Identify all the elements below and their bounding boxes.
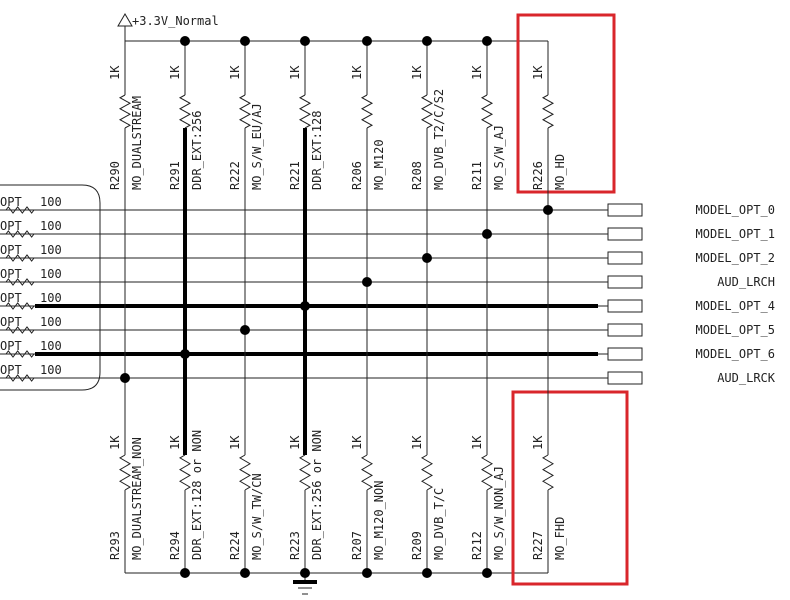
top-ref-1: R291 — [168, 161, 182, 190]
top-label-0: MO_DUALSTREAM — [130, 96, 144, 190]
net-label-2: MODEL_OPT_2 — [695, 251, 775, 265]
top-rail-dot-3 — [362, 36, 372, 46]
bottom-rail-dot-1 — [240, 568, 250, 578]
bottom-ref-4: R207 — [350, 531, 364, 560]
series-prefix-1: OPT — [0, 219, 22, 233]
net-label-6: MODEL_OPT_6 — [695, 347, 775, 361]
bottom-label-3: DDR_EXT:256 or NON — [310, 429, 324, 560]
bottom-ref-5: R209 — [410, 531, 424, 560]
bottom-value-7: 1K — [531, 435, 545, 450]
bottom-value-2: 1K — [228, 435, 242, 450]
junction-3-4 — [300, 301, 310, 311]
bottom-rail-dot-2 — [300, 568, 310, 578]
series-prefix-0: OPT — [0, 195, 22, 209]
top-value-3: 1K — [288, 65, 302, 80]
power-symbol — [118, 14, 132, 26]
top-label-7: MO_HD — [553, 153, 567, 190]
top-ref-7: R226 — [531, 161, 545, 190]
net-port-7 — [608, 372, 642, 384]
top-value-2: 1K — [228, 65, 242, 80]
series-value-7: 100 — [40, 363, 62, 377]
series-prefix-5: OPT — [0, 315, 22, 329]
series-value-4: 100 — [40, 291, 62, 305]
top-resistor-2 — [240, 95, 250, 128]
top-rail-dot-4 — [422, 36, 432, 46]
bottom-value-3: 1K — [288, 435, 302, 450]
top-rail-dot-0 — [180, 36, 190, 46]
bottom-resistor-6 — [482, 455, 492, 490]
net-label-7: AUD_LRCK — [717, 371, 775, 385]
net-port-4 — [608, 300, 642, 312]
top-ref-0: R290 — [108, 161, 122, 190]
junction-7-0 — [543, 205, 553, 215]
bottom-resistor-1 — [180, 455, 190, 490]
series-value-3: 100 — [40, 267, 62, 281]
top-resistor-1 — [180, 95, 190, 128]
net-port-1 — [608, 228, 642, 240]
top-resistor-7 — [543, 95, 553, 128]
top-resistor-3 — [300, 95, 310, 128]
top-value-6: 1K — [470, 65, 484, 80]
bottom-resistor-7 — [543, 455, 553, 490]
top-value-0: 1K — [108, 65, 122, 80]
bottom-resistor-2 — [240, 455, 250, 490]
power-label: +3.3V_Normal — [132, 14, 219, 28]
top-label-3: DDR_EXT:128 — [310, 110, 324, 190]
series-block-outline — [0, 185, 100, 390]
top-ref-6: R211 — [470, 161, 484, 190]
net-label-0: MODEL_OPT_0 — [695, 203, 775, 217]
bottom-label-4: MO_M120_NON — [372, 480, 386, 560]
bottom-ref-0: R293 — [108, 531, 122, 560]
bottom-resistor-3 — [300, 455, 310, 490]
bottom-rail-dot-0 — [180, 568, 190, 578]
bottom-resistor-5 — [422, 455, 432, 490]
series-value-5: 100 — [40, 315, 62, 329]
series-prefix-4: OPT — [0, 291, 22, 305]
top-value-4: 1K — [350, 65, 364, 80]
junction-4-3 — [362, 277, 372, 287]
junction-2-5 — [240, 325, 250, 335]
bottom-rail-dot-5 — [482, 568, 492, 578]
net-port-0 — [608, 204, 642, 216]
bottom-value-1: 1K — [168, 435, 182, 450]
net-label-5: MODEL_OPT_5 — [695, 323, 775, 337]
top-ref-5: R208 — [410, 161, 424, 190]
top-value-7: 1K — [531, 65, 545, 80]
top-label-1: DDR_EXT:256 — [190, 110, 204, 190]
bottom-ref-3: R223 — [288, 531, 302, 560]
series-value-1: 100 — [40, 219, 62, 233]
bottom-value-0: 1K — [108, 435, 122, 450]
series-value-0: 100 — [40, 195, 62, 209]
top-resistor-5 — [422, 95, 432, 128]
junction-6-1 — [482, 229, 492, 239]
top-label-4: MO_M120 — [372, 139, 386, 190]
bottom-value-6: 1K — [470, 435, 484, 450]
junction-5-2 — [422, 253, 432, 263]
junction-1-6 — [180, 349, 190, 359]
bottom-label-2: MO_S/W_TW/CN — [250, 473, 264, 560]
series-value-2: 100 — [40, 243, 62, 257]
bottom-label-6: MO_S/W_NON_AJ — [492, 466, 506, 560]
series-prefix-3: OPT — [0, 267, 22, 281]
bottom-label-5: MO_DVB_T/C — [432, 487, 446, 560]
bottom-ref-7: R227 — [531, 531, 545, 560]
bottom-value-5: 1K — [410, 435, 424, 450]
top-rail-dot-1 — [240, 36, 250, 46]
top-value-5: 1K — [410, 65, 424, 80]
net-port-5 — [608, 324, 642, 336]
top-rail-dot-2 — [300, 36, 310, 46]
top-resistor-0 — [120, 95, 130, 128]
bottom-label-0: MO_DUALSTREAM_NON — [130, 437, 144, 560]
top-ref-2: R222 — [228, 161, 242, 190]
top-rail-dot-5 — [482, 36, 492, 46]
series-prefix-7: OPT — [0, 363, 22, 377]
top-value-1: 1K — [168, 65, 182, 80]
bottom-rail-dot-3 — [362, 568, 372, 578]
net-label-1: MODEL_OPT_1 — [695, 227, 775, 241]
bottom-ref-6: R212 — [470, 531, 484, 560]
bottom-resistor-4 — [362, 455, 372, 490]
top-ref-4: R206 — [350, 161, 364, 190]
bottom-value-4: 1K — [350, 435, 364, 450]
series-prefix-6: OPT — [0, 339, 22, 353]
bottom-ref-2: R224 — [228, 531, 242, 560]
bottom-ref-1: R294 — [168, 531, 182, 560]
bottom-label-1: DDR_EXT:128 or NON — [190, 429, 204, 560]
series-prefix-2: OPT — [0, 243, 22, 257]
top-label-6: MO_S/W_AJ — [492, 124, 506, 190]
net-label-4: MODEL_OPT_4 — [695, 299, 775, 313]
net-port-3 — [608, 276, 642, 288]
top-resistor-6 — [482, 95, 492, 128]
net-port-2 — [608, 252, 642, 264]
net-label-3: AUD_LRCH — [717, 275, 775, 289]
bottom-resistor-0 — [120, 455, 130, 490]
bottom-label-7: MO_FHD — [553, 516, 567, 560]
top-label-5: MO_DVB_T2/C/S2 — [432, 88, 446, 190]
top-resistor-4 — [362, 95, 372, 128]
series-value-6: 100 — [40, 339, 62, 353]
bottom-rail-dot-4 — [422, 568, 432, 578]
net-port-6 — [608, 348, 642, 360]
top-ref-3: R221 — [288, 161, 302, 190]
junction-0-7 — [120, 373, 130, 383]
top-label-2: MO_S/W_EU/AJ — [250, 103, 264, 190]
